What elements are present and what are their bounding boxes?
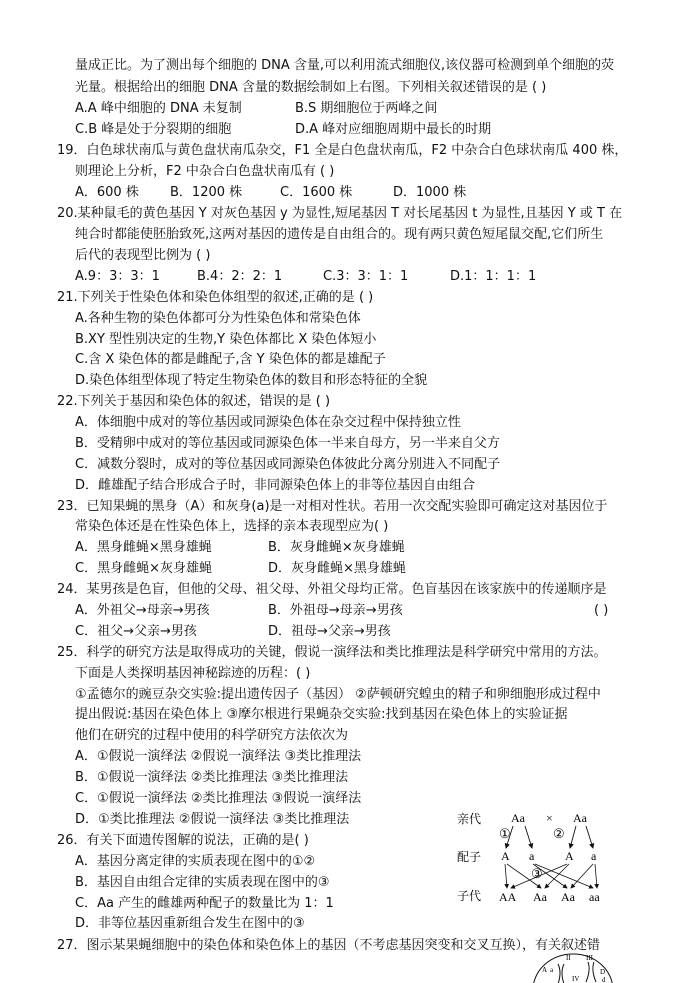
chromosome-pair-b: [586, 962, 596, 982]
arrow-g4-o3: [571, 864, 593, 888]
offspring-1: AA: [499, 890, 517, 904]
parent-2-genotype: Aa: [573, 811, 587, 825]
arrow-g3-o2: [545, 864, 569, 888]
q21-stem: 21.下列关于性染色体和染色体组型的叙述,正确的是 ( ): [57, 290, 374, 305]
genetic-cross-diagram: [455, 808, 615, 908]
q22-stem: 22.下列关于基因和染色体的叙述，错误的是 ( ): [57, 394, 331, 409]
q18-option-d: D.A 峰对应细胞周期中最长的时期: [295, 122, 492, 137]
q20-option-c: C.3：3：1：1: [323, 269, 409, 284]
q18-option-c: C.B 峰是处于分裂期的细胞: [75, 122, 232, 137]
arrow-p2-g3: [570, 826, 576, 848]
q24-answer-paren: ( ): [594, 603, 609, 618]
q26-stem: 26．有关下面遗传图解的说法，正确的是( ): [57, 833, 309, 848]
q25-stem-line1: 25．科学的研究方法是取得成功的关键，假说一演绎法和类比推理法是科学研究中常用的方法。: [57, 645, 607, 660]
q24-stem: 24．某男孩是色盲，但他的父母、祖父母、外祖父母均正常。色盲基因在该家族中的传递顺序是: [57, 582, 607, 597]
q20-stem-line1: 20.某种鼠毛的黄色基因 Y 对灰色基因 y 为显性,短尾基因 T 对长尾基因 t 为显性,且基因 Y 或 T 在: [57, 206, 623, 221]
q18-option-a: A.A 峰中细胞的 DNA 未复制: [75, 101, 242, 116]
q23-option-a: A．黑身雌蝇×黑身雄蝇: [75, 540, 212, 555]
q25-option-c: C．①假说一演绎法 ②类比推理法 ③假说一演绎法: [75, 791, 362, 806]
q25-stem-line5: 他们在研究的过程中使用的科学研究方法依次为: [75, 728, 349, 743]
q21-option-d: D.染色体组型体现了特定生物染色体的数目和形态特征的全貌: [75, 373, 428, 388]
gamete-1: A: [501, 849, 510, 863]
q24-option-c: C．祖父→父亲→男孩: [75, 624, 197, 639]
q24-option-b: B．外祖母→母亲→男孩: [268, 603, 403, 618]
q21-option-a: A.各种生物的染色体都可分为性染色体和常染色体: [75, 311, 361, 326]
q19-option-b: B．1200 株: [170, 185, 243, 200]
q23-stem-line2: 常染色体还是在性染色体上，选择的亲本表现型应为( ): [75, 519, 389, 534]
q25-option-b: B．①假说一演绎法 ②类比推理法 ③类比推理法: [75, 770, 349, 785]
q23-option-b: B．灰身雌蝇×灰身雄蝇: [268, 540, 405, 555]
gene-label-A: A: [542, 966, 548, 974]
q27-stem: 27．图示某果蝇细胞中的染色体和染色体上的基因（不考虑基因突变和交叉互换），有关叙述错: [57, 938, 601, 953]
label-IV: IV: [572, 975, 580, 983]
q26-option-d: D．非等位基因重新组合发生在图中的③: [75, 916, 305, 931]
gene-label-D: D: [600, 968, 606, 976]
arrow-p1-g2: [525, 826, 532, 848]
q19-option-c: C．1600 株: [280, 185, 353, 200]
q24-option-a: A．外祖父→母亲→男孩: [75, 603, 210, 618]
q19-option-d: D．1000 株: [393, 185, 467, 200]
mark-3: ③: [531, 866, 543, 881]
q25-stem-line4: 提出假说:基因在染色体上 ③摩尔根进行果蝇杂交实验:找到基因在染色体上的实验证据: [75, 707, 568, 722]
q20-stem-line2: 纯合时都能使胚胎致死,这两对基因的遗传是自由组合的。现有两只黄色短尾鼠交配,它们所生: [75, 227, 604, 242]
q20-option-b: B.4：2：2：1: [197, 269, 283, 284]
q18-option-b: B.S 期细胞位于两峰之间: [295, 101, 438, 116]
q25-stem-line3: ①孟德尔的豌豆杂交实验:提出遗传因子（基因） ②萨顿研究蝗虫的精子和卵细胞形成过程中: [75, 687, 601, 702]
row-label-parent: 亲代: [457, 812, 482, 826]
offspring-4: aa: [589, 890, 600, 904]
offspring-3: Aa: [561, 890, 575, 904]
q26-option-c: C．Aa 产生的雌雄两种配子的数量比为 1：1: [75, 896, 334, 911]
q25-option-d: D．①类比推理法 ②假说一演绎法 ③类比推理法: [75, 812, 350, 827]
cross-symbol: ×: [546, 811, 553, 825]
q18-stem-line1: 量成正比。为了测出每个细胞的 DNA 含量,可以利用流式细胞仪,该仪器可检测到单个细胞的荧: [75, 58, 615, 73]
q22-option-a: A．体细胞中成对的等位基因或同源染色体在杂交过程中保持独立性: [75, 415, 461, 430]
q23-option-d: D．灰身雌蝇×黑身雄蝇: [268, 561, 406, 576]
q20-option-a: A.9：3：3：1: [75, 269, 160, 284]
arrow-p2-g4: [586, 826, 593, 848]
q21-option-b: B.XY 型性别决定的生物,Y 染色体都比 X 染色体短小: [75, 332, 377, 347]
offspring-2: Aa: [533, 890, 547, 904]
arrow-g4-o4: [595, 864, 597, 888]
q22-option-d: D．雌雄配子结合形成合子时，非同源染色体上的非等位基因自由组合: [75, 478, 476, 493]
q21-option-c: C.含 X 染色体的都是雌配子,含 Y 染色体的都是雄配子: [75, 352, 386, 367]
arrow-g2-o4: [535, 864, 593, 888]
q20-option-d: D.1：1：1：1: [450, 269, 537, 284]
q23-stem-line1: 23．已知果蝇的黑身（A）和灰身(a)是一对相对性状。若用一次交配实验即可确定这对基因位于: [57, 499, 608, 514]
row-label-gamete: 配子: [457, 850, 482, 864]
gene-label-d: d: [602, 976, 606, 983]
mark-1: ①: [499, 826, 511, 841]
label-II: II: [566, 954, 571, 962]
q24-option-d: D．祖母→父亲→男孩: [268, 624, 391, 639]
gamete-4: a: [591, 849, 597, 863]
q19-stem-line2: 则理论上分析，F2 中杂合白色盘状南瓜有 ( ): [75, 164, 335, 179]
q22-option-c: C．减数分裂时，成对的等位基因或同源染色体彼此分离分别进入不同配子: [75, 457, 501, 472]
gamete-2: a: [529, 849, 535, 863]
q18-stem-line2: 光量。根据给出的细胞 DNA 含量的数据绘制如上右图。下列相关叙述错误的是 ( ): [75, 80, 547, 95]
parent-1-genotype: Aa: [511, 811, 525, 825]
q26-option-b: B．基因自由组合定律的实质表现在图中的③: [75, 875, 330, 890]
chromosome-pair-a: [558, 964, 564, 983]
mark-2: ②: [553, 826, 565, 841]
arrow-g1-o1: [505, 864, 507, 888]
row-label-offspring: 子代: [457, 889, 482, 903]
q25-stem-line2: 下面是人类探明基因神秘踪迹的历程：( ): [75, 666, 311, 681]
gamete-3: A: [565, 849, 574, 863]
q23-option-c: C．黑身雌蝇×灰身雄蝇: [75, 561, 212, 576]
q25-option-a: A．①假说一演绎法 ②假说一演绎法 ③类比推理法: [75, 749, 362, 764]
q26-option-a: A．基因分离定律的实质表现在图中的①②: [75, 854, 316, 869]
gene-label-a: a: [550, 966, 554, 974]
q22-option-b: B．受精卵中成对的等位基因或同源染色体一半来自母方，另一半来自父方: [75, 436, 500, 451]
q19-stem-line1: 19．白色球状南瓜与黄色盘状南瓜杂交，F1 全是白色盘状南瓜，F2 中杂合白色球状南瓜 400 株，: [57, 143, 628, 158]
q19-option-a: A．600 株: [75, 185, 139, 200]
label-III: III: [586, 954, 593, 962]
q20-stem-line3: 后代的表现型比例为 ( ): [75, 248, 211, 263]
fruitfly-cell-diagram: [528, 950, 618, 983]
